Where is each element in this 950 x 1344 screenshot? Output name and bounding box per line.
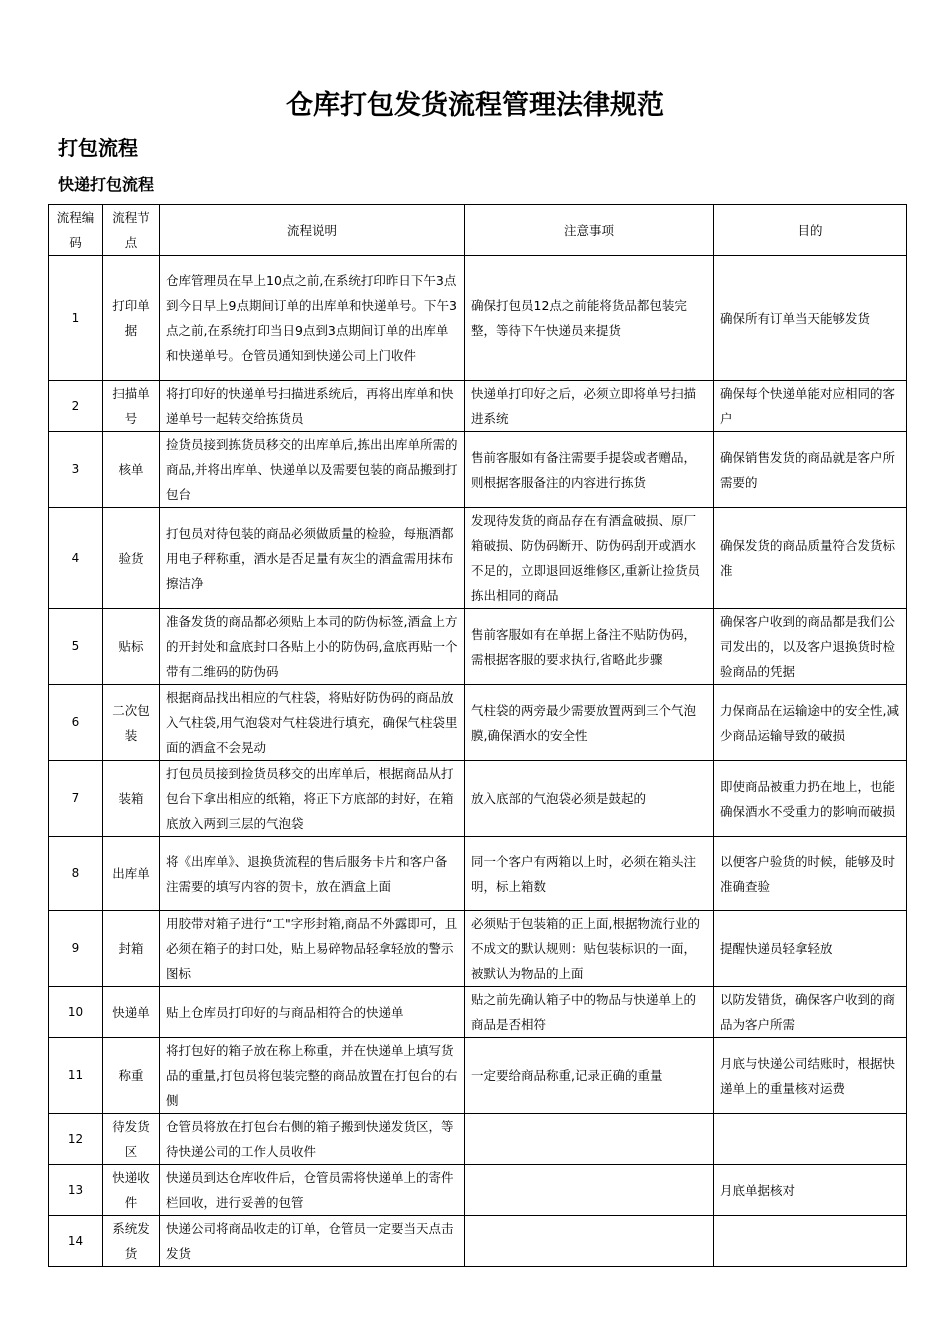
row-notes: 放入底部的气泡袋必须是鼓起的 — [465, 761, 714, 837]
row-node: 打印单据 — [103, 256, 160, 381]
row-node: 核单 — [103, 432, 160, 508]
table-row — [49, 1114, 907, 1165]
section-heading: 打包流程 — [58, 136, 138, 160]
row-notes: 售前客服如有在单据上备注不贴防伪码，需根据客服的要求执行,省略此步骤 — [465, 609, 714, 685]
row-node: 快递单 — [103, 987, 160, 1038]
row-node: 称重 — [103, 1038, 160, 1114]
row-code: 6 — [49, 685, 103, 761]
row-node: 出库单 — [103, 837, 160, 911]
table-row — [49, 685, 907, 761]
row-purpose: 确保销售发货的商品就是客户所需要的 — [714, 432, 907, 508]
row-description: 快递公司将商品收走的订单，仓管员一定要当天点击发货 — [160, 1216, 465, 1267]
table-row — [49, 609, 907, 685]
header-code: 流程编码 — [49, 205, 103, 256]
row-description: 贴上仓库员打印好的与商品相符合的快递单 — [160, 987, 465, 1038]
row-purpose: 月底单据核对 — [714, 1165, 907, 1216]
row-notes: 确保打包员12点之前能将货品都包装完整，等待下午快递员来提货 — [465, 256, 714, 381]
table-row — [49, 381, 907, 432]
row-node: 封箱 — [103, 911, 160, 987]
header-node: 流程节点 — [103, 205, 160, 256]
row-notes: 售前客服如有备注需要手提袋或者赠品，则根据客服备注的内容进行拣货 — [465, 432, 714, 508]
row-node: 贴标 — [103, 609, 160, 685]
row-description: 打包员员接到捡货员移交的出库单后，根据商品从打包台下拿出相应的纸箱，将正下方底部的封好，在箱底放入两到三层的气泡袋 — [160, 761, 465, 837]
table-row — [49, 508, 907, 609]
row-purpose: 以防发错货，确保客户收到的商品为客户所需 — [714, 987, 907, 1038]
row-description: 捡货员接到拣货员移交的出库单后,拣出出库单所需的商品,并将出库单、快递单以及需要包装的商品搬到打包台 — [160, 432, 465, 508]
row-code: 12 — [49, 1114, 103, 1165]
row-notes: 一定要给商品称重,记录正确的重量 — [465, 1038, 714, 1114]
subsection-heading: 快递打包流程 — [58, 175, 155, 194]
row-description: 将打包好的箱子放在称上称重，并在快递单上填写货品的重量,打包员将包装完整的商品放置在打包台的右侧 — [160, 1038, 465, 1114]
row-node: 快递收件 — [103, 1165, 160, 1216]
row-purpose: 确保每个快递单能对应相同的客户 — [714, 381, 907, 432]
row-code: 1 — [49, 256, 103, 381]
row-notes: 贴之前先确认箱子中的物品与快递单上的商品是否相符 — [465, 987, 714, 1038]
table-row — [49, 837, 907, 911]
row-description: 将《出库单》、退换货流程的售后服务卡片和客户备注需要的填写内容的贺卡，放在酒盒上面 — [160, 837, 465, 911]
row-code: 13 — [49, 1165, 103, 1216]
row-code: 8 — [49, 837, 103, 911]
row-code: 5 — [49, 609, 103, 685]
row-description: 准备发货的商品都必须贴上本司的防伪标签,酒盒上方的开封处和盒底封口各贴上小的防伪码,盒底再贴一个带有二维码的防伪码 — [160, 609, 465, 685]
row-node: 扫描单号 — [103, 381, 160, 432]
row-notes: 同一个客户有两箱以上时，必须在箱头注明，标上箱数 — [465, 837, 714, 911]
table-row — [49, 1165, 907, 1216]
table-row — [49, 1216, 907, 1267]
row-description: 仓管员将放在打包台右侧的箱子搬到快递发货区，等待快递公司的工作人员收件 — [160, 1114, 465, 1165]
row-code: 11 — [49, 1038, 103, 1114]
row-notes: 发现待发货的商品存在有酒盒破损、原厂箱破损、防伪码断开、防伪码刮开或酒水不足的，立即退回返维修区,重新让捡货员拣出相同的商品 — [465, 508, 714, 609]
row-notes: 气柱袋的两旁最少需要放置两到三个气泡膜,确保酒水的安全性 — [465, 685, 714, 761]
table-row — [49, 256, 907, 381]
table-row — [49, 987, 907, 1038]
header-purpose: 目的 — [714, 205, 907, 256]
row-purpose: 确保发货的商品质量符合发货标准 — [714, 508, 907, 609]
row-node: 系统发货 — [103, 1216, 160, 1267]
table-row — [49, 911, 907, 987]
row-description: 用胶带对箱子进行“工"字形封箱,商品不外露即可，且必须在箱子的封口处，贴上易碎物品轻拿轻放的警示图标 — [160, 911, 465, 987]
row-code: 7 — [49, 761, 103, 837]
header-desc: 流程说明 — [160, 205, 465, 256]
row-code: 14 — [49, 1216, 103, 1267]
row-purpose: 力保商品在运输途中的安全性,减少商品运输导致的破损 — [714, 685, 907, 761]
row-node: 验货 — [103, 508, 160, 609]
row-notes — [465, 1216, 714, 1267]
row-code: 3 — [49, 432, 103, 508]
row-purpose — [714, 1114, 907, 1165]
row-description: 将打印好的快递单号扫描进系统后，再将出库单和快递单号一起转交给拣货员 — [160, 381, 465, 432]
row-description: 打包员对待包装的商品必须做质量的检验，每瓶酒都用电子秤称重，酒水是否足量有灰尘的酒盒需用抹布擦洁净 — [160, 508, 465, 609]
row-code: 10 — [49, 987, 103, 1038]
row-code: 2 — [49, 381, 103, 432]
row-purpose: 即使商品被重力扔在地上，也能确保酒水不受重力的影响而破损 — [714, 761, 907, 837]
row-notes: 必须贴于包装箱的正上面,根据物流行业的不成文的默认规则：贴包装标识的一面，被默认为物品的上面 — [465, 911, 714, 987]
row-code: 4 — [49, 508, 103, 609]
row-description: 快递员到达仓库收件后，仓管员需将快递单上的寄件栏回收，进行妥善的包管 — [160, 1165, 465, 1216]
row-node: 待发货区 — [103, 1114, 160, 1165]
row-notes: 快递单打印好之后，必须立即将单号扫描进系统 — [465, 381, 714, 432]
row-node: 装箱 — [103, 761, 160, 837]
row-purpose: 确保客户收到的商品都是我们公司发出的，以及客户退换货时检验商品的凭据 — [714, 609, 907, 685]
row-code: 9 — [49, 911, 103, 987]
row-purpose: 月底与快递公司结账时，根据快递单上的重量核对运费 — [714, 1038, 907, 1114]
row-purpose: 提醒快递员轻拿轻放 — [714, 911, 907, 987]
row-purpose: 以便客户验货的时候，能够及时准确查验 — [714, 837, 907, 911]
row-purpose — [714, 1216, 907, 1267]
row-node: 二次包装 — [103, 685, 160, 761]
row-description: 仓库管理员在早上10点之前,在系统打印昨日下午3点到今日早上9点期间订单的出库单和快递单号。下午3点之前,在系统打印当日9点到3点期间订单的出库单和快递单号。仓管员通知到快递公司上门收件 — [160, 256, 465, 381]
table-header-row — [49, 205, 907, 256]
row-purpose: 确保所有订单当天能够发货 — [714, 256, 907, 381]
table-row — [49, 1038, 907, 1114]
table-row — [49, 761, 907, 837]
row-notes — [465, 1165, 714, 1216]
process-table — [48, 204, 907, 1267]
document-title: 仓库打包发货流程管理法律规范 — [286, 90, 664, 121]
header-notes: 注意事项 — [465, 205, 714, 256]
row-description: 根据商品找出相应的气柱袋，将贴好防伪码的商品放入气柱袋,用气泡袋对气柱袋进行填充，确保气柱袋里面的酒盒不会晃动 — [160, 685, 465, 761]
table-row — [49, 432, 907, 508]
row-notes — [465, 1114, 714, 1165]
